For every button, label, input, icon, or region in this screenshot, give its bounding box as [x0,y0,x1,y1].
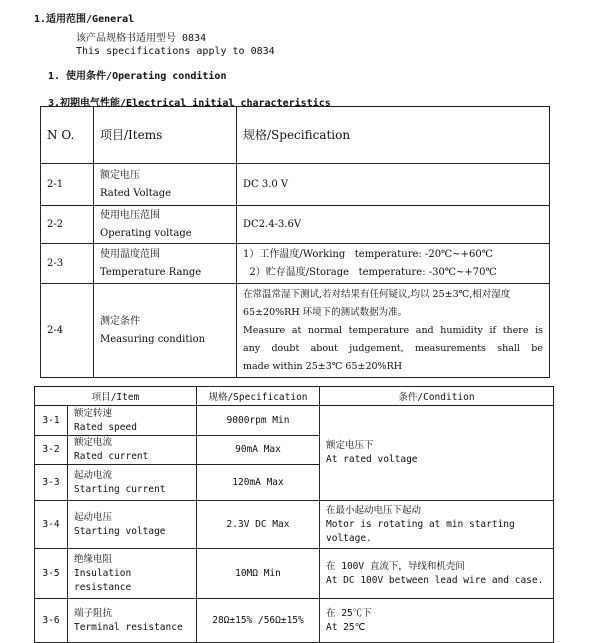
item-cn: 起动电流 [74,469,113,481]
condition-cn: 额定电压下 [326,440,374,451]
table-row [41,244,550,284]
row-spec: 2.3V DC Max [197,501,320,549]
item-cn: 使用温度范围 [100,248,160,260]
item-en: Rated current [74,451,149,462]
table-row [35,406,554,436]
condition-en: At 25℃ [326,621,366,633]
row-spec: 10MΩ Min [197,549,320,599]
row-spec [237,164,550,206]
item-cn: 端子阻抗 [74,607,113,619]
performance-spec-table [34,386,554,643]
row-no: 2-4 [41,284,94,378]
header-specification: 规格/Specification [197,387,320,406]
row-item [68,599,197,643]
row-item [68,436,197,465]
row-spec: 90mA Max [197,436,320,465]
spec-line: any doubt about judgement, measurements shall be [243,342,543,354]
table-row [35,501,554,549]
table-header-row [35,387,554,406]
row-condition [320,501,554,549]
item-cn: 测定条件 [100,315,140,327]
section-operating-title: 1. 使用条件/Operating condition [48,71,227,82]
row-no: 3-2 [35,436,68,465]
item-cn: 使用电压范围 [100,209,160,221]
row-item [94,284,237,378]
header-item: 项目/Item [35,387,197,406]
condition-en: Motor is rotating at min starting voltage. [326,518,515,544]
item-cn: 绝缘电阻 [74,553,113,565]
item-en: Rated speed [74,421,137,433]
header-no: N O. [41,107,94,164]
spec-line: 1）工作温度/Working temperature: -20℃~+60℃ [243,248,493,260]
table-row [35,549,554,599]
spec-line: Measure at normal temperature and humidity if there is [243,324,543,336]
spec-line: DC2.4-3.6V [243,218,302,230]
row-item [94,164,237,206]
row-no: 3-6 [35,599,68,643]
item-en: Starting voltage [74,525,166,537]
row-no: 3-4 [35,501,68,549]
spec-line: 65±20%RH 环境下的测试数据为准。 [243,306,408,318]
item-cn: 额定电流 [74,437,113,448]
section-general-title: 1.适用范围/General [34,14,135,25]
item-en: Measuring condition [100,333,206,345]
row-no: 2-3 [41,244,94,284]
row-condition [320,549,554,599]
row-item [68,406,197,436]
row-spec: 28Ω±15% /56Ω±15% [197,599,320,643]
item-en: Terminal resistance [74,621,183,633]
spec-line: 2）贮存温度/Storage temperature: -30℃~+70℃ [243,266,497,278]
header-specification: 规格/Specification [237,107,550,164]
row-spec [237,244,550,284]
row-item [68,501,197,549]
row-no: 3-5 [35,549,68,599]
section-general-text-en: This specifications apply to 0834 [76,46,275,57]
table-header-row [41,107,550,164]
spec-line: made within 25±3℃ 65±20%RH [243,360,403,372]
condition-cn: 在 100V 直流下，导线和机壳间 [326,560,465,572]
row-item [68,465,197,501]
row-condition [320,406,554,501]
spec-line: DC 3.0 V [243,178,289,190]
item-en: Insulation resistance [74,567,132,593]
row-no: 2-2 [41,206,94,244]
table-row [35,599,554,643]
item-cn: 起动电压 [74,511,113,523]
spec-line: 在常温常湿下测试,若对结果有任何疑议,均以 25±3℃,相对湿度 [243,288,511,300]
table-row [41,164,550,206]
condition-en: At DC 100V between lead wire and case. [326,574,544,586]
row-item [94,244,237,284]
condition-cn: 在最小起动电压下起动 [326,504,422,516]
header-items: 项目/Items [94,107,237,164]
row-item [68,549,197,599]
table-row [41,284,550,378]
row-spec: 9000rpm Min [197,406,320,436]
row-spec [237,206,550,244]
row-item [94,206,237,244]
header-condition: 条件/Condition [320,387,554,406]
item-en: Temperature Range [100,266,202,278]
section-electrical-title: 3.初期电气性能/Electrical initial characteristics [48,98,331,109]
row-spec: 120mA Max [197,465,320,501]
condition-cn: 在 25℃下 [326,607,372,619]
item-en: Operating voltage [100,227,192,239]
table-row [41,206,550,244]
row-condition [320,599,554,643]
item-cn: 额定电压 [100,169,140,181]
condition-en: At rated voltage [326,454,418,465]
item-en: Starting current [74,483,166,495]
section-general-text-cn: 该产品规格书适用型号 0834 [76,33,207,44]
row-no: 3-3 [35,465,68,501]
item-cn: 额定转速 [74,407,113,419]
item-en: Rated Voltage [100,187,172,199]
row-no: 2-1 [41,164,94,206]
row-no: 3-1 [35,406,68,436]
electrical-spec-table [40,106,550,378]
row-spec [237,284,550,378]
